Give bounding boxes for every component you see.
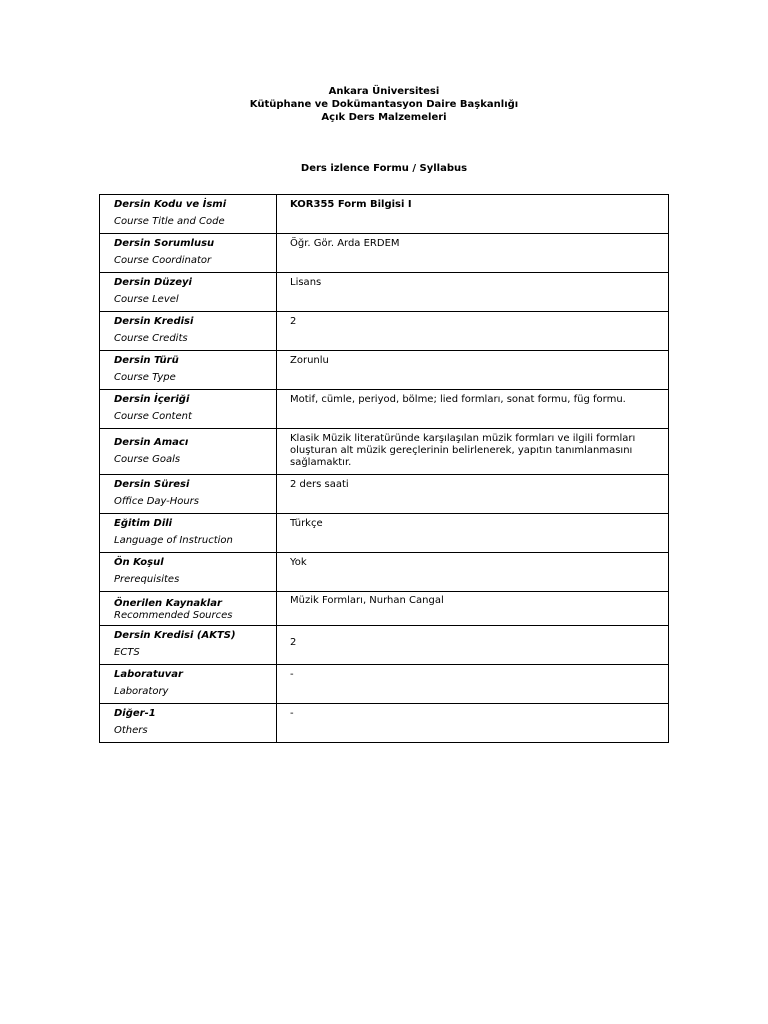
table-row [100,626,669,665]
row-value: Motif, cümle, periyod, bölme; lied formları, sonat formu, füg formu. [277,390,669,429]
row-label [100,273,277,312]
row-value: Klasik Müzik literatüründe karşılaşılan müzik formları ve ilgili formları oluşturan alt müzik gereçlerinin belirlenerek, yapıtın tanımlanmasını sağlamaktır. [277,429,669,475]
row-value: 2 [277,312,669,351]
label-english: Course Goals [114,454,181,465]
row-value: 2 ders saati [277,475,669,514]
label-turkish: Dersin Amacı [114,437,189,448]
label-turkish: Dersin Kodu ve İsmi [114,199,227,210]
row-value: Zorunlu [277,351,669,390]
program-name: Açık Ders Malzemeleri [321,112,447,123]
row-value: Müzik Formları, Nurhan Cangal [277,592,669,626]
row-value: Öğr. Gör. Arda ERDEM [277,234,669,273]
university-name: Ankara Üniversitesi [328,86,440,97]
syllabus-table [99,194,669,743]
label-english: Course Title and Code [114,216,225,227]
label-english: Course Content [114,411,192,422]
label-turkish: Dersin Düzeyi [114,277,192,288]
label-turkish: Dersin Türü [114,355,179,366]
row-label [100,351,277,390]
label-english: Course Coordinator [114,255,212,266]
table-row [100,390,669,429]
row-value: - [277,665,669,704]
label-turkish: Dersin Kredisi (AKTS) [114,630,236,641]
label-english: Laboratory [114,686,169,697]
label-turkish: Ön Koşul [114,557,164,568]
label-turkish: Dersin Sorumlusu [114,238,215,249]
label-english: Course Type [114,372,176,383]
form-title: Ders izlence Formu / Syllabus [300,163,468,174]
row-value: - [277,704,669,743]
row-label [100,553,277,592]
label-english: ECTS [114,647,140,658]
row-label [100,704,277,743]
label-turkish: Laboratuvar [114,669,183,680]
label-english: Course Level [114,294,179,305]
department-name: Kütüphane ve Dokümantasyon Daire Başkanlığı [249,99,519,110]
label-english: Others [114,725,148,736]
row-label [100,390,277,429]
label-english: Prerequisites [114,574,180,585]
label-english: Recommended Sources [114,610,233,621]
table-row [100,592,669,626]
row-label [100,626,277,665]
row-value: Lisans [277,273,669,312]
label-english: Course Credits [114,333,188,344]
row-value: 2 [277,626,669,665]
label-turkish: Dersin Kredisi [114,316,194,327]
label-english: Language of Instruction [114,535,233,546]
table-row [100,514,669,553]
row-label [100,429,277,475]
table-row [100,351,669,390]
table-row [100,475,669,514]
row-label [100,592,277,626]
label-english: Office Day-Hours [114,496,199,507]
row-label [100,195,277,234]
label-turkish: Önerilen Kaynaklar [114,598,222,609]
row-label [100,234,277,273]
label-turkish: Dersin İçeriği [114,394,190,405]
row-label [100,312,277,351]
table-row [100,429,669,475]
table-row [100,195,669,234]
table-row [100,234,669,273]
label-turkish: Dersin Süresi [114,479,190,490]
table-row [100,665,669,704]
row-value: KOR355 Form Bilgisi I [277,195,669,234]
row-label [100,665,277,704]
table-row [100,553,669,592]
row-value: Türkçe [277,514,669,553]
table-row [100,273,669,312]
document-header [0,85,768,124]
row-value: Yok [277,553,669,592]
label-turkish: Eğitim Dili [114,518,173,529]
table-row [100,312,669,351]
row-label [100,514,277,553]
table-row [100,704,669,743]
row-label [100,475,277,514]
label-turkish: Diğer-1 [114,708,156,719]
